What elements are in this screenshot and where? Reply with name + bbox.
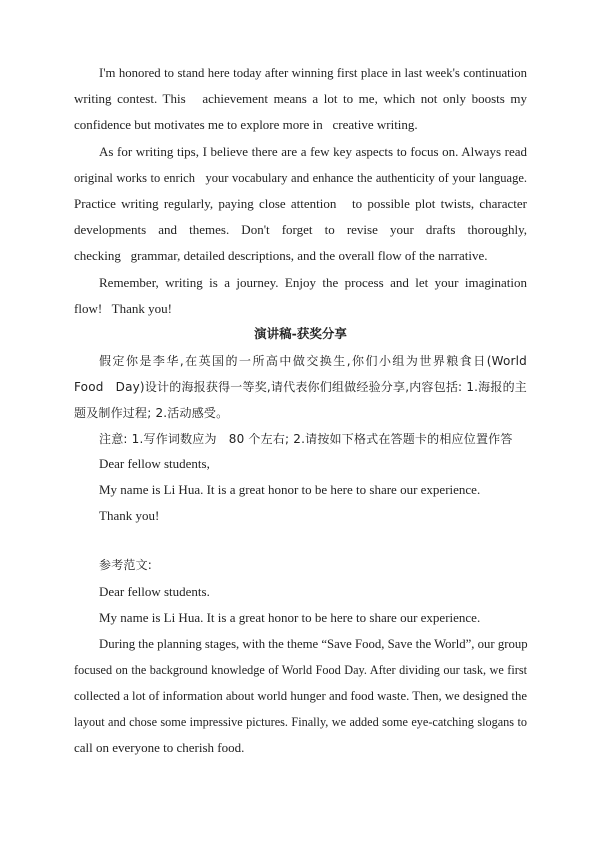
section-title: 演讲稿-获奖分享 — [254, 326, 347, 341]
prompt-line: 假定你是李华,在英国的一所高中做交换生,你们小组为世界粮食日(World — [99, 354, 527, 368]
paragraph-3-line: flow! Thank you! — [74, 301, 172, 316]
paragraph-1-line: I'm honored to stand here today after winning first place in last week's continuation — [99, 66, 527, 80]
template-intro: My name is Li Hua. It is a great honor to be here to share our experience. — [99, 482, 481, 497]
paragraph-2-line: Practice writing regularly, paying close attention to possible plot twists, character — [74, 196, 527, 211]
paragraph-2-line: original works to enrich your vocabulary and enhance the authenticity of your language. — [74, 171, 527, 185]
template-greeting: Dear fellow students, — [99, 456, 210, 471]
reference-body-line: focused on the background knowledge of World Food Day. After dividing our task, we first — [74, 663, 527, 677]
reference-label: 参考范文: — [99, 558, 153, 572]
paragraph-1-line: writing contest. This achievement means a lot to me, which not only boosts my — [74, 91, 527, 106]
prompt-line: 题及制作过程; 2.活动感受。 — [74, 406, 229, 420]
reference-body-line: call on everyone to cherish food. — [74, 740, 245, 755]
reference-body-line: During the planning stages, with the theme “Save Food, Save the World”, our group — [99, 637, 528, 651]
reference-body-line: collected a lot of information about world hunger and food waste. Then, we designed the — [74, 689, 527, 703]
prompt-note: 注意: 1.写作词数应为 80 个左右; 2.请按如下格式在答题卡的相应位置作答 — [99, 432, 513, 446]
prompt-line: Food Day)设计的海报获得一等奖,请代表你们组做经验分享,内容包括: 1.海报的主 — [74, 380, 527, 394]
reference-intro: My name is Li Hua. It is a great honor to be here to share our experience. — [99, 610, 481, 625]
paragraph-2-line: As for writing tips, I believe there are a few key aspects to focus on. Always read — [99, 144, 527, 159]
reference-greeting: Dear fellow students. — [99, 584, 210, 599]
paragraph-1-line: confidence but motivates me to explore more in creative writing. — [74, 117, 418, 132]
paragraph-2-line: checking grammar, detailed descriptions, and the overall flow of the narrative. — [74, 248, 488, 263]
template-closing: Thank you! — [99, 508, 160, 523]
paragraph-3-line: Remember, writing is a journey. Enjoy the process and let your imagination — [99, 275, 527, 290]
paragraph-2-line: developments and themes. Don't forget to revise your drafts thoroughly, — [74, 222, 527, 237]
reference-body-line: layout and chose some impressive pictures. Finally, we added some eye-catching slogans to — [74, 715, 527, 729]
